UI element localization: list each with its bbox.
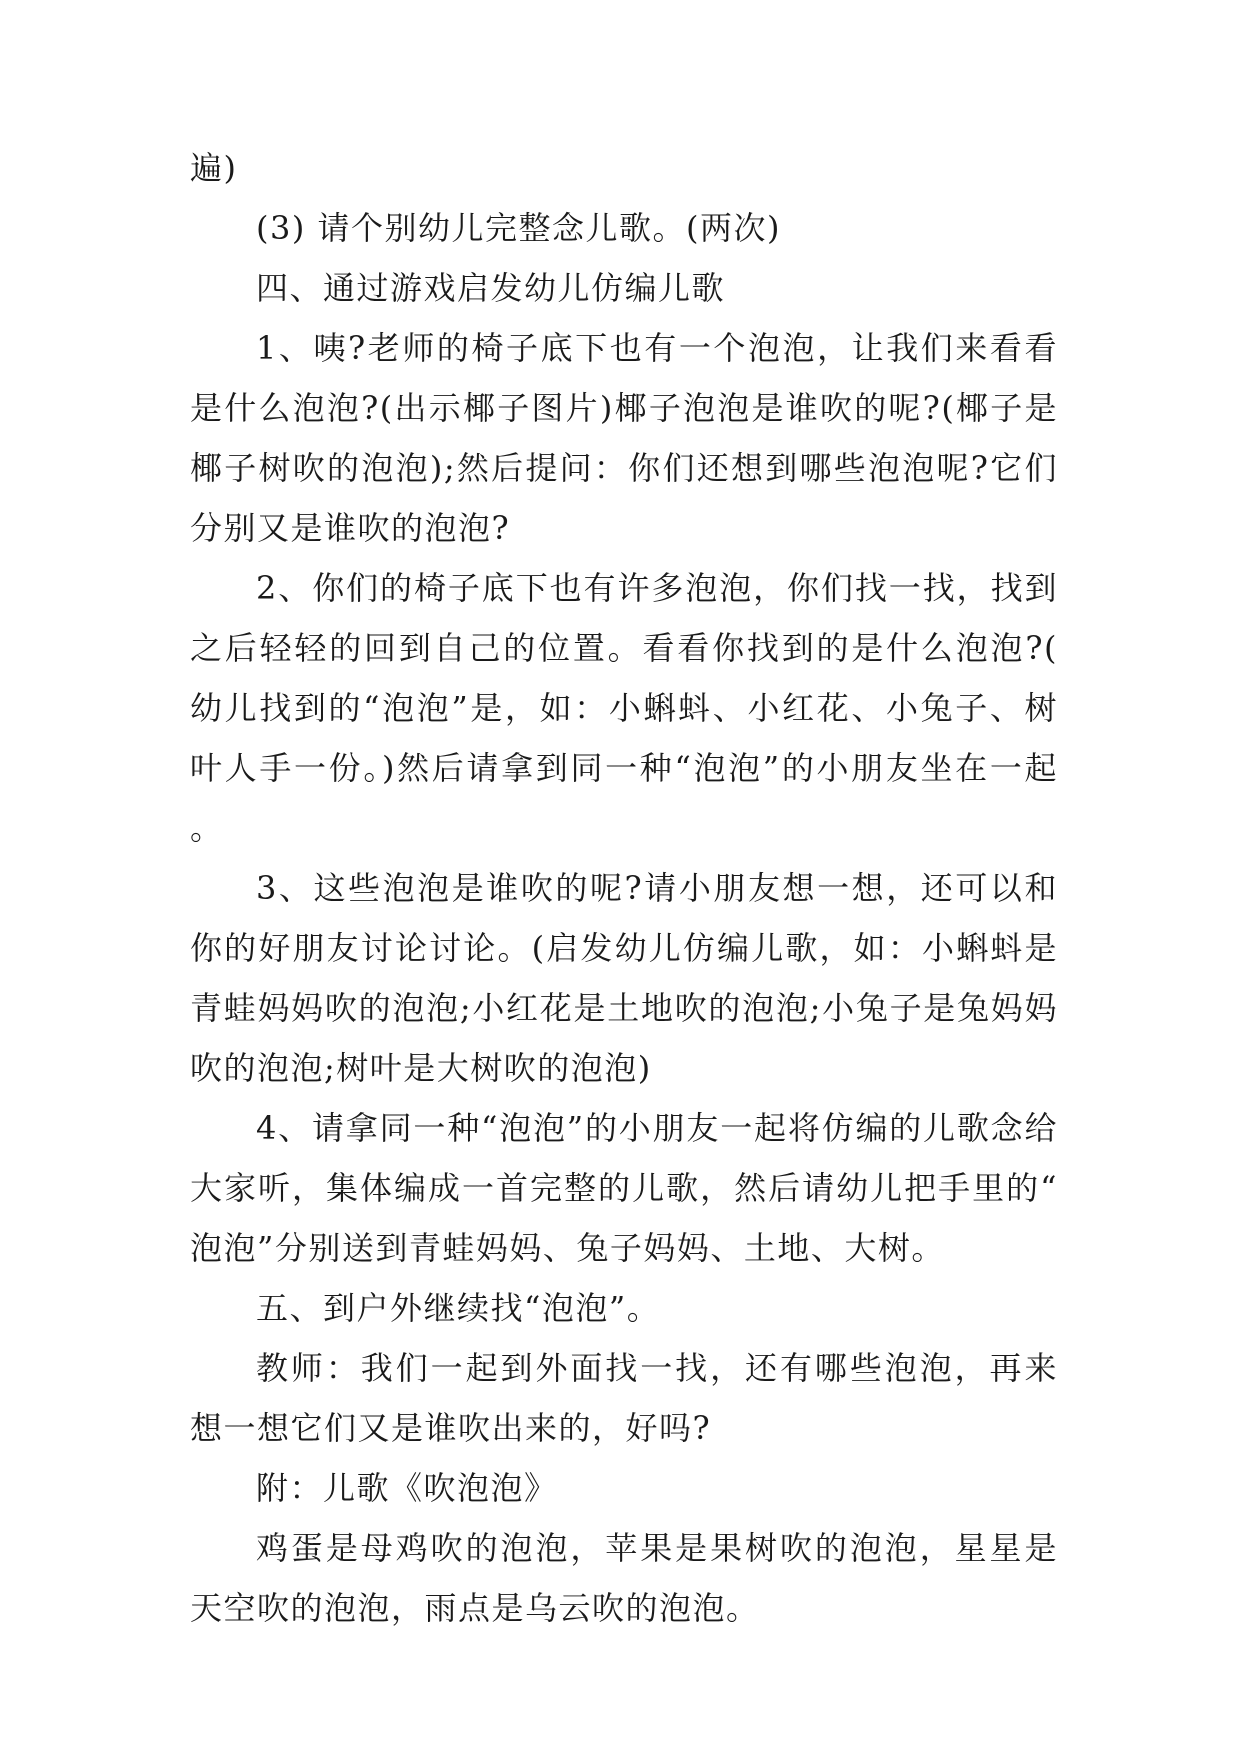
paragraph-step-3: (3) 请个别幼儿完整念儿歌。(两次): [256, 209, 781, 247]
section-heading-five: 五、到户外继续找“泡泡”。: [256, 1289, 661, 1327]
section-heading-four: 四、通过游戏启发幼儿仿编儿歌: [256, 269, 726, 307]
document-body: [190, 138, 1058, 1638]
paragraph-rhyme: 鸡蛋是母鸡吹的泡泡，苹果是果树吹的泡泡，星星是天空吹的泡泡，雨点是乌云吹的泡泡。: [190, 1529, 1058, 1627]
paragraph-item-1: 1、咦?老师的椅子底下也有一个泡泡，让我们来看看是什么泡泡?(出示椰子图片)椰子泡泡是谁吹的呢?(椰子是椰子树吹的泡泡);然后提问：你们还想到哪些泡泡呢?它们分别又是谁吹的泡泡?: [190, 329, 1058, 547]
paragraph-continuation: 遍): [190, 149, 238, 187]
paragraph-teacher: 教师：我们一起到外面找一找，还有哪些泡泡，再来想一想它们又是谁吹出来的，好吗?: [190, 1349, 1058, 1447]
paragraph-item-3: 3、这些泡泡是谁吹的呢?请小朋友想一想，还可以和你的好朋友讨论讨论。(启发幼儿仿编儿歌，如：小蝌蚪是青蛙妈妈吹的泡泡;小红花是土地吹的泡泡;小兔子是兔妈妈吹的泡泡;树叶是大树吹的泡泡): [190, 869, 1058, 1087]
paragraph-item-2: 2、你们的椅子底下也有许多泡泡，你们找一找，找到之后轻轻的回到自己的位置。看看你找到的是什么泡泡?(幼儿找到的“泡泡”是，如：小蝌蚪、小红花、小兔子、树叶人手一份。)然后请拿到同一种“泡泡”的小朋友坐在一起。: [190, 569, 1058, 847]
paragraph-item-4: 4、请拿同一种“泡泡”的小朋友一起将仿编的儿歌念给大家听，集体编成一首完整的儿歌，然后请幼儿把手里的“泡泡”分别送到青蛙妈妈、兔子妈妈、土地、大树。: [190, 1109, 1058, 1267]
appendix-heading: 附：儿歌《吹泡泡》: [256, 1469, 558, 1507]
